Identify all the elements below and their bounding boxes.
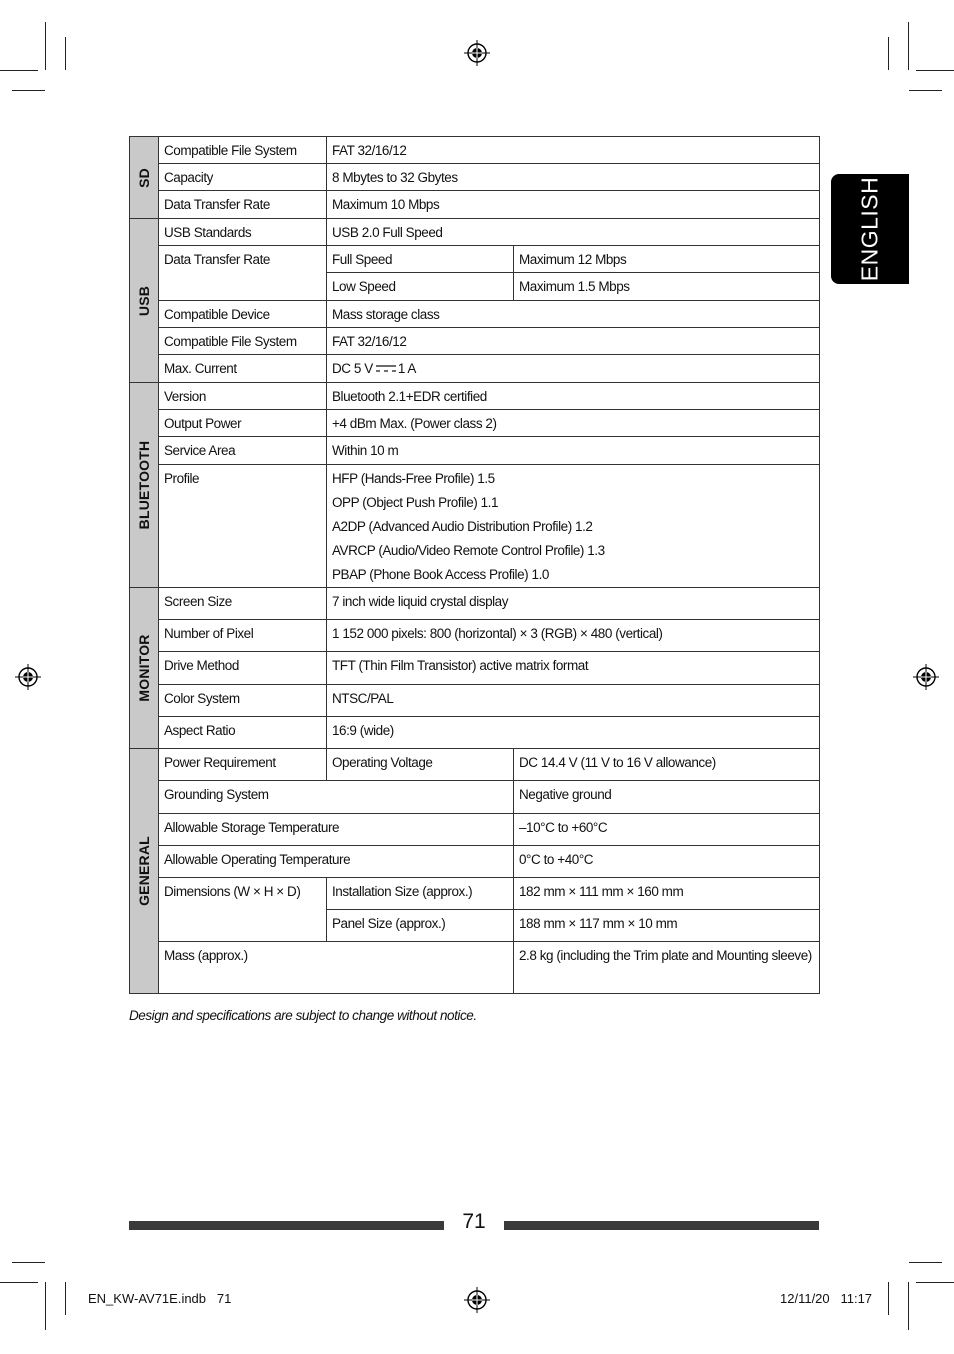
spec-label: Power Requirement bbox=[159, 749, 327, 781]
spec-label: Max. Current bbox=[159, 355, 327, 383]
spec-label: Compatible File System bbox=[159, 328, 327, 355]
section-header-bluetooth: BLUETOOTH bbox=[130, 383, 159, 588]
spec-value: Negative ground bbox=[514, 781, 820, 814]
spec-sublabel: Panel Size (approx.) bbox=[327, 910, 514, 942]
spec-value-list bbox=[327, 465, 820, 588]
profile-item: AVRCP (Audio/Video Remote Control Profile) 1.3 bbox=[332, 543, 605, 558]
profile-item: OPP (Object Push Profile) 1.1 bbox=[332, 495, 499, 510]
page-number: 71 bbox=[462, 1210, 486, 1233]
spec-label: Version bbox=[159, 383, 327, 410]
spec-label: Compatible Device bbox=[159, 301, 327, 328]
section-header-usb: USB bbox=[130, 219, 159, 383]
spec-value: 8 Mbytes to 32 Gbytes bbox=[327, 164, 820, 191]
spec-sublabel: Operating Voltage bbox=[327, 749, 514, 781]
spec-sublabel: Installation Size (approx.) bbox=[327, 878, 514, 910]
spec-label: Aspect Ratio bbox=[159, 717, 327, 749]
table-row bbox=[130, 219, 820, 246]
registration-mark-icon bbox=[464, 1287, 490, 1313]
table-row bbox=[130, 814, 820, 846]
dc-symbol-icon bbox=[375, 364, 397, 374]
spec-value: Maximum 12 Mbps bbox=[514, 246, 820, 273]
table-row bbox=[130, 749, 820, 781]
spec-value: 182 mm × 111 mm × 160 mm bbox=[514, 878, 820, 910]
spec-label: Mass (approx.) bbox=[159, 942, 514, 994]
max-current-suffix: 1 A bbox=[397, 361, 416, 376]
slug-file: EN_KW-AV71E.indb 71 bbox=[88, 1291, 232, 1306]
spec-sublabel: Low Speed bbox=[327, 273, 514, 301]
spec-value: USB 2.0 Full Speed bbox=[327, 219, 820, 246]
spec-label: Grounding System bbox=[159, 781, 514, 814]
spec-value: FAT 32/16/12 bbox=[327, 328, 820, 355]
table-row bbox=[130, 383, 820, 410]
spec-value: 2.8 kg (including the Trim plate and Mounting sleeve) bbox=[514, 942, 820, 994]
spec-value: FAT 32/16/12 bbox=[327, 137, 820, 164]
language-tab bbox=[831, 174, 909, 284]
profile-item: A2DP (Advanced Audio Distribution Profile) 1.2 bbox=[332, 519, 593, 534]
spec-label: Data Transfer Rate bbox=[159, 246, 327, 301]
spec-value: Maximum 10 Mbps bbox=[327, 191, 820, 219]
table-row bbox=[130, 685, 820, 717]
spec-label: Allowable Operating Temperature bbox=[159, 846, 514, 878]
footer-bar-left bbox=[129, 1221, 444, 1230]
max-current-prefix: DC 5 V bbox=[332, 361, 373, 376]
spec-label: Capacity bbox=[159, 164, 327, 191]
slug-datetime: 12/11/20 11:17 bbox=[780, 1291, 873, 1306]
profile-item: PBAP (Phone Book Access Profile) 1.0 bbox=[332, 567, 549, 582]
table-row bbox=[130, 781, 820, 814]
registration-mark-icon bbox=[913, 664, 939, 690]
section-header-sd: SD bbox=[130, 137, 159, 219]
section-header-monitor: MONITOR bbox=[130, 588, 159, 749]
profile-item: HFP (Hands-Free Profile) 1.5 bbox=[332, 471, 495, 486]
table-row bbox=[130, 878, 820, 910]
spec-label: Output Power bbox=[159, 410, 327, 437]
spec-label: Allowable Storage Temperature bbox=[159, 814, 514, 846]
spec-value: 7 inch wide liquid crystal display bbox=[327, 588, 820, 620]
spec-label: Profile bbox=[159, 465, 327, 588]
table-row bbox=[130, 465, 820, 588]
spec-sublabel: Full Speed bbox=[327, 246, 514, 273]
table-row bbox=[130, 301, 820, 328]
spec-value: –10°C to +60°C bbox=[514, 814, 820, 846]
table-row bbox=[130, 942, 820, 994]
registration-mark-icon bbox=[15, 664, 41, 690]
table-row bbox=[130, 717, 820, 749]
spec-label: Color System bbox=[159, 685, 327, 717]
registration-mark-icon bbox=[464, 40, 490, 66]
table-row bbox=[130, 191, 820, 219]
spec-label: Drive Method bbox=[159, 652, 327, 685]
spec-value: +4 dBm Max. (Power class 2) bbox=[327, 410, 820, 437]
table-row bbox=[130, 328, 820, 355]
spec-value: 1 152 000 pixels: 800 (horizontal) × 3 (RGB) × 480 (vertical) bbox=[327, 620, 820, 652]
table-row bbox=[130, 588, 820, 620]
footer-bar-right bbox=[504, 1221, 819, 1230]
spec-value: NTSC/PAL bbox=[327, 685, 820, 717]
spec-value: 188 mm × 117 mm × 10 mm bbox=[514, 910, 820, 942]
spec-value: Within 10 m bbox=[327, 437, 820, 465]
table-row bbox=[130, 137, 820, 164]
table-row bbox=[130, 246, 820, 273]
language-tab-label: ENGLISH bbox=[856, 176, 883, 282]
table-row bbox=[130, 164, 820, 191]
table-row bbox=[130, 437, 820, 465]
spec-value: 16:9 (wide) bbox=[327, 717, 820, 749]
table-row bbox=[130, 355, 820, 383]
spec-label: Compatible File System bbox=[159, 137, 327, 164]
spec-value: 0°C to +40°C bbox=[514, 846, 820, 878]
spec-label: Number of Pixel bbox=[159, 620, 327, 652]
specifications-table bbox=[129, 136, 820, 994]
spec-value: Mass storage class bbox=[327, 301, 820, 328]
spec-label: Dimensions (W × H × D) bbox=[159, 878, 327, 942]
table-row bbox=[130, 620, 820, 652]
spec-value bbox=[327, 355, 820, 383]
spec-value: Bluetooth 2.1+EDR certified bbox=[327, 383, 820, 410]
spec-label: Screen Size bbox=[159, 588, 327, 620]
table-row bbox=[130, 410, 820, 437]
spec-label: Service Area bbox=[159, 437, 327, 465]
spec-label: Data Transfer Rate bbox=[159, 191, 327, 219]
section-header-general: GENERAL bbox=[130, 749, 159, 994]
spec-value: TFT (Thin Film Transistor) active matrix format bbox=[327, 652, 820, 685]
spec-value: Maximum 1.5 Mbps bbox=[514, 273, 820, 301]
spec-label: USB Standards bbox=[159, 219, 327, 246]
disclaimer-note: Design and specifications are subject to change without notice. bbox=[129, 1008, 477, 1023]
table-row bbox=[130, 846, 820, 878]
spec-value: DC 14.4 V (11 V to 16 V allowance) bbox=[514, 749, 820, 781]
table-row bbox=[130, 652, 820, 685]
